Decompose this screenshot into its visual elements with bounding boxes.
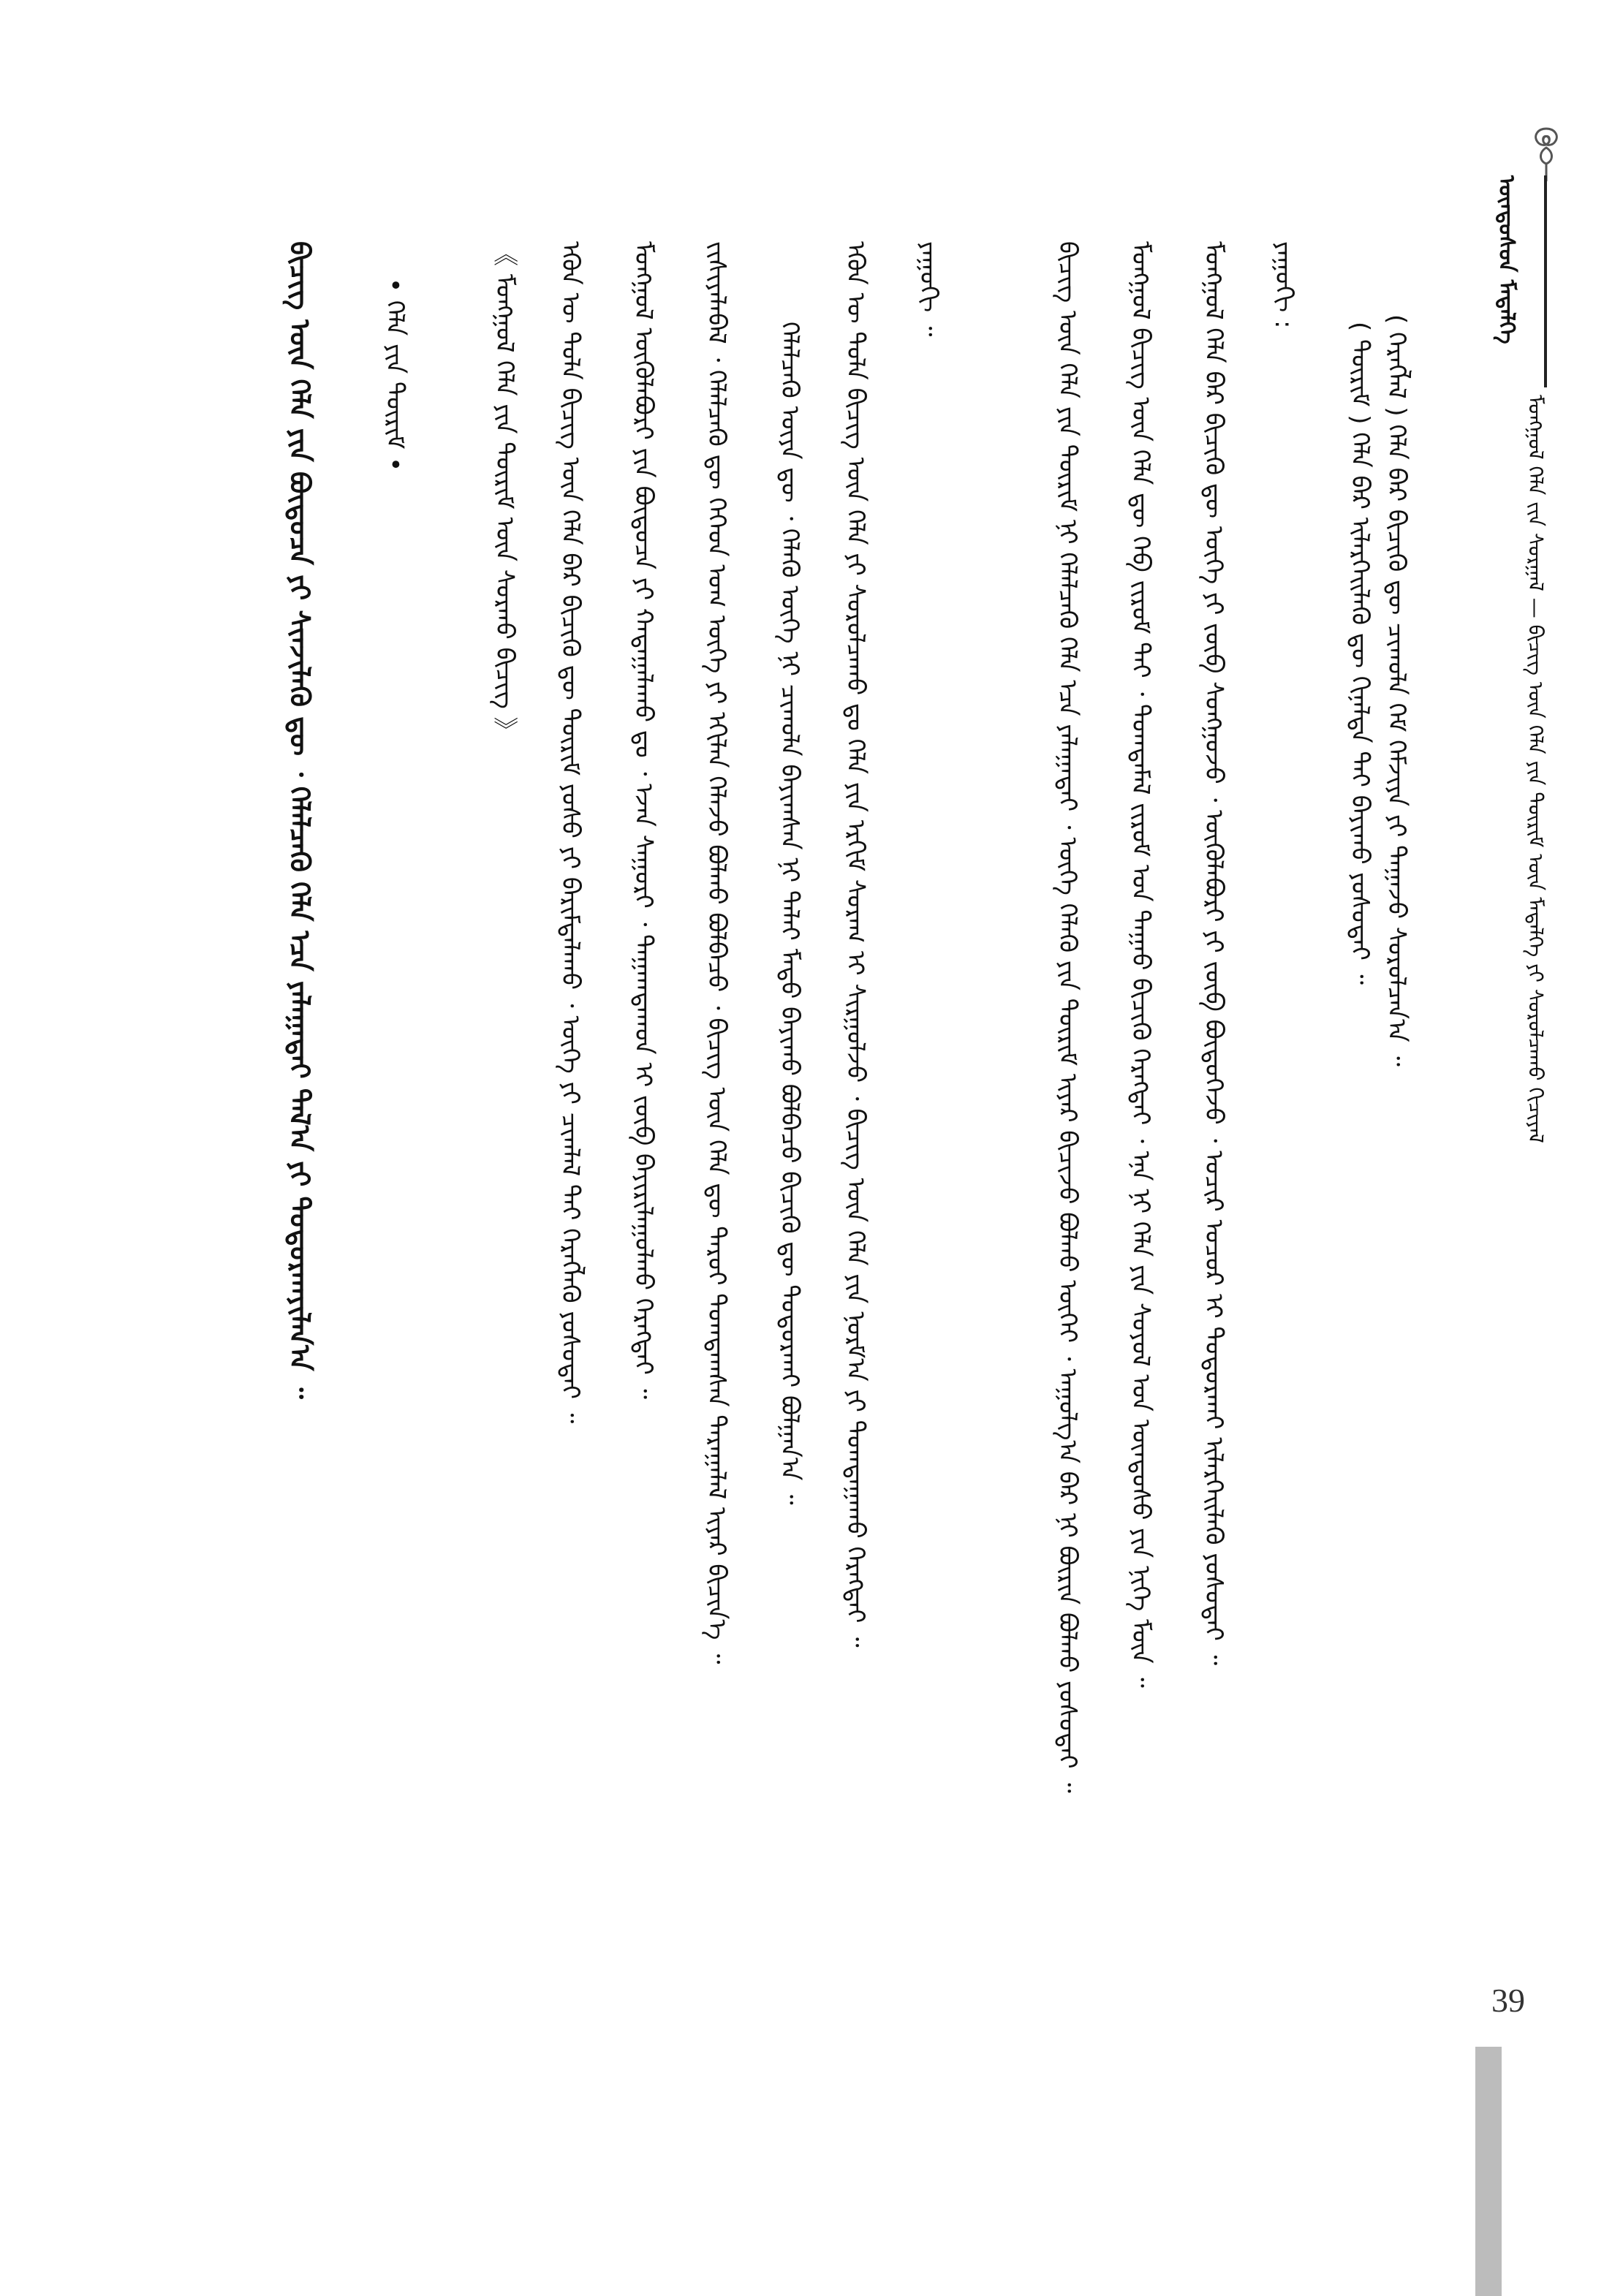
text-column: ( ᠳᠦᠷᠢᠮ ) ᠬᠡᠯᠡ ᠪᠡᠷ ᠢᠯᠡᠷᠬᠡᠢᠯᠡᠬᠦ ᠳᠦ ᠬᠢᠨᠠᠯᠲᠠ ᠲᠠᠢ ᠪᠠᠶᠢᠬᠤ ᠶᠤᠰᠤᠲᠠᠢ ᠃ — [1345, 322, 1374, 985]
side-tab — [1475, 2047, 1502, 2296]
text-column: ᠮᠣᠩᠭᠣᠯ ᠦᠭᠦᠯᠡᠪᠦᠷᠢ ᠶᠢᠨ ᠪᠦᠲᠦᠴᠡ ᠶᠢ ᠬᠠᠳᠠᠭᠠᠯᠠᠬᠤ ᠳᠤ ᠂ ᠡᠵᠡᠨ ᠰᠠᠭᠤᠷᠢ ᠂ ᠲᠠᠭᠠᠭᠳᠠᠬᠤᠨ ᠢ ᠵᠥᠪ ᠪᠠᠶᠢᠷᠢᠯᠠᠭᠤᠯᠬᠤ ᠬᠡᠷᠡᠭᠲᠡᠢ ᠃ — [629, 241, 658, 1400]
quotation-source: • ᠬᠡᠯᠡ ᠶᠢᠨ ᠳᠦᠷᠢᠮ • — [380, 278, 409, 472]
text-column: ᠮᠣᠩᠭᠣᠯ ᠪᠢᠴᠢᠭ ᠦᠨ ᠬᠡᠯᠡ ᠳᠦ ᠬᠡᠪ ᠵᠢᠷᠤᠮ ᠲᠠᠢ ᠂ ᠲᠣᠭᠲᠠᠮᠠᠯ ᠵᠢᠷᠤᠮ ᠤᠨ ᠳᠠᠭᠠᠤ ᠪᠢᠴᠢᠬᠦ ᠬᠡᠷᠡᠭᠲᠡᠢ ᠂ ᠡᠨᠡ ᠨᠢ ᠬᠡᠯᠡ ᠶᠢᠨ ᠰᠣᠶᠣᠯ ᠤᠨ ᠦᠨᠳᠦᠰᠦ ᠶᠢᠨ ᠨᠢᠭᠡ ᠮᠥᠨ ᠃ — [1126, 241, 1155, 1688]
text-column: ᠡᠭᠦᠨ ᠦ ᠲᠤᠯᠠ ᠪᠢᠴᠢᠭ ᠦᠨ ᠬᠡᠯᠡ ᠶᠢ ᠰᠤᠷᠤᠯᠴᠠᠬᠤ ᠳᠤ ᠬᠡᠯᠡ ᠶᠢᠨ ᠡᠷᠬᠢᠮ ᠰᠤᠷᠠᠭ ᠢ ᠰᠢᠷᠭᠤᠯᠵᠤ ᠂ ᠪᠢᠴᠢᠭ ᠦᠨ ᠬᠡᠯᠡ ᠶᠢᠨ ᠨᠣᠷᠮ᠎ᠠ ᠶᠢ ᠲᠣᠭᠲᠠᠭᠠᠬᠤ ᠬᠡᠷᠡᠭᠲᠡᠢ ᠃ — [841, 241, 870, 1648]
text-column: 《 ᠮᠣᠩᠭᠣᠯ ᠬᠡᠯᠡ ᠶᠢᠨ ᠳᠦᠷᠢᠮ ᠦᠨ ᠰᠤᠷᠬᠤ ᠪᠢᠴᠢᠭ 》 — [490, 241, 519, 742]
text-column: ᠬᠡᠯᠡᠯᠴᠡᠬᠦ ᠦᠶᠡ ᠳᠦ ᠂ ᠬᠡᠯᠡᠬᠦ ᠦᠭᠡ ᠨᠢ ᠴᠢᠬᠤᠯᠠ ᠪᠠᠶᠢᠭᠰᠠᠨ ᠨᠢ ᠳᠠᠯᠠᠢ ᠮᠡᠲᠦ ᠪᠠᠶᠢᠬᠤ ᠪᠣᠯᠪᠠᠴᠤ ᠪᠢᠴᠢᠬᠦ ᠳᠦ ᠲᠣᠳᠣᠷᠬᠠᠢ ᠪᠣᠯᠭᠠᠨ᠎ᠠ ᠃ — [775, 322, 804, 1505]
running-header: ᠮᠣᠩᠭᠣᠯ ᠬᠡᠯᠡ ᠵᠢᠨ ᠰᠤᠷᠭᠠᠯ — ᠪᠢᠴᠢᠭ ᠦᠨ ᠬᠡᠯᠡ ᠶᠢᠨ ᠳᠦᠷᠢᠮ ᠦᠨ ᠮᠡᠳᠡᠯᠭᠡ ᠶᠢ ᠰᠤᠷᠤᠯᠴᠠᠬᠤ ᠬᠢᠴᠢᠶᠡᠯ — [1524, 395, 1548, 1143]
text-column: ( ᠬᠡᠷᠡᠭᠯᠡᠯ ) ᠬᠡᠯᠡ ᠪᠡᠷ ᠪᠢᠴᠢᠬᠦ ᠳᠦ ᠴᠢᠬᠤᠯᠠ ᠬᠡᠮ ᠬᠡᠮᠵᠢᠶᠡ ᠶᠢ ᠳᠠᠭᠠᠵᠤ ᠰᠤᠷᠤᠯᠴᠠᠨ᠎ᠠ ᠃ — [1382, 314, 1411, 1066]
ornament-icon — [1524, 123, 1568, 181]
section-heading: ᠪᠢᠴᠢᠭ ᠦᠨ ᠬᠡᠯᠡ ᠶᠢᠨ ᠪᠦᠲᠦᠴᠡ ᠶᠢ ᠰᠢᠨᠵᠢᠯᠡᠬᠦ ᠳᠦ ᠂ ᠬᠡᠯᠡᠯᠴᠡᠬᠦ ᠬᠡᠯᠡ ᠡᠴᠡ ᠶᠠᠯᠠᠭᠠᠲᠠᠢ ᠲᠠᠯ᠎ᠠ ᠶᠢ ᠲᠣᠳᠣᠷᠬᠠᠶᠢᠯᠠᠨ᠎ᠠ ᠃ — [284, 241, 316, 1399]
running-header-subtitle: ᠦᠨᠳᠦᠰᠦᠨ ᠮᠡᠳᠡᠯᠭᠡ — [1494, 175, 1519, 344]
header-rule — [1544, 175, 1547, 387]
text-column: ᠵᠢᠱᠢᠶᠡᠯᠡᠪᠡᠯ ᠂ ᠬᠡᠯᠡᠯᠴᠡᠬᠦ ᠳᠦ ᠬᠡᠬᠡᠳ ᠤᠭ ᠦᠭᠡ ᠶᠢ ᠡᠬᠢᠯᠡᠨ ᠬᠡᠯᠡᠵᠦ ᠪᠣᠯᠬᠤ ᠪᠣᠯᠪᠠᠴᠤ ᠂ ᠪᠢᠴᠢᠭ ᠦᠨ ᠬᠡᠯᠡ ᠳᠦ ᠳᠠᠷᠤᠢ ᠲᠣᠭᠲᠠᠭᠰᠠᠨ ᠳᠠᠷᠠᠭᠠᠯᠠᠯ ᠢᠶᠡᠷ ᠪᠢᠴᠢᠨ᠎ᠡ ᠃ — [702, 241, 731, 1664]
text-column: ᠡᠭᠦᠨ ᠦ ᠲᠤᠯᠠ ᠪᠢᠴᠢᠭ ᠦᠨ ᠬᠡᠯᠡ ᠪᠡᠷ ᠪᠢᠴᠢᠬᠦ ᠳᠦ ᠳᠦᠷᠢᠮ ᠶᠣᠰᠣ ᠶᠢ ᠪᠠᠷᠢᠮᠲᠠᠯᠠᠬᠤ ᠂ ᠦᠭᠡ ᠶᠢ ᠴᠢᠭᠯᠠᠯ ᠲᠠᠢ ᠬᠡᠷᠡᠭᠯᠡᠬᠦ ᠶᠤᠰᠤᠲᠠᠢ ᠃ — [556, 241, 585, 1424]
text-column: ᠶᠠᠭᠤᠬᠢ ᠃ — [914, 241, 943, 337]
text-column: ᠮᠣᠩᠭᠣᠯ ᠬᠡᠯᠡ ᠪᠠᠷ ᠪᠢᠴᠢᠬᠦ ᠳᠦ ᠦᠭᠡ ᠶᠢ ᠵᠥᠪ ᠰᠣᠩᠭᠣᠵᠤ ᠂ ᠦᠭᠦᠯᠡᠪᠦᠷᠢ ᠶᠢ ᠵᠥᠪ ᠪᠦᠲᠦᠭᠡᠵᠦ ᠂ ᠤᠴᠢᠷ ᠤᠴᠤᠷ ᠢ ᠲᠣᠳᠣᠷᠬᠠᠢ ᠢᠯᠡᠷᠬᠡᠢᠯᠡᠬᠦ ᠶᠤᠰᠤᠲᠠᠢ ᠃ — [1199, 241, 1228, 1666]
page-number: 39 — [1491, 1982, 1525, 2019]
text-column: ᠶᠠᠭᠤᠬᠢ : — [1269, 241, 1298, 329]
text-column: ᠪᠢᠴᠢᠭ ᠦᠨ ᠬᠡᠯᠡ ᠶᠢᠨ ᠳᠦᠷᠢᠮ ᠨᠢ ᠬᠡᠯᠡᠯᠴᠡᠬᠦ ᠬᠡᠯᠡ ᠡᠴᠡ ᠶᠠᠯᠠᠭᠠᠲᠠᠢ ᠂ ᠦᠭᠡ ᠬᠡᠯᠡᠬᠦ ᠶᠢᠨ ᠳᠦᠷᠢᠮ ᠢᠶᠡᠷ ᠪᠢᠴᠢᠵᠦ ᠪᠣᠯᠬᠤ ᠦᠭᠡᠢ ᠂ ᠠᠭᠤᠯᠭ᠎ᠠ ᠪᠠᠷ ᠨᠢ ᠪᠦᠷᠢᠨ ᠪᠣᠯᠬᠤ ᠶᠤᠰᠤᠲᠠᠢ ᠃ — [1053, 241, 1082, 1793]
